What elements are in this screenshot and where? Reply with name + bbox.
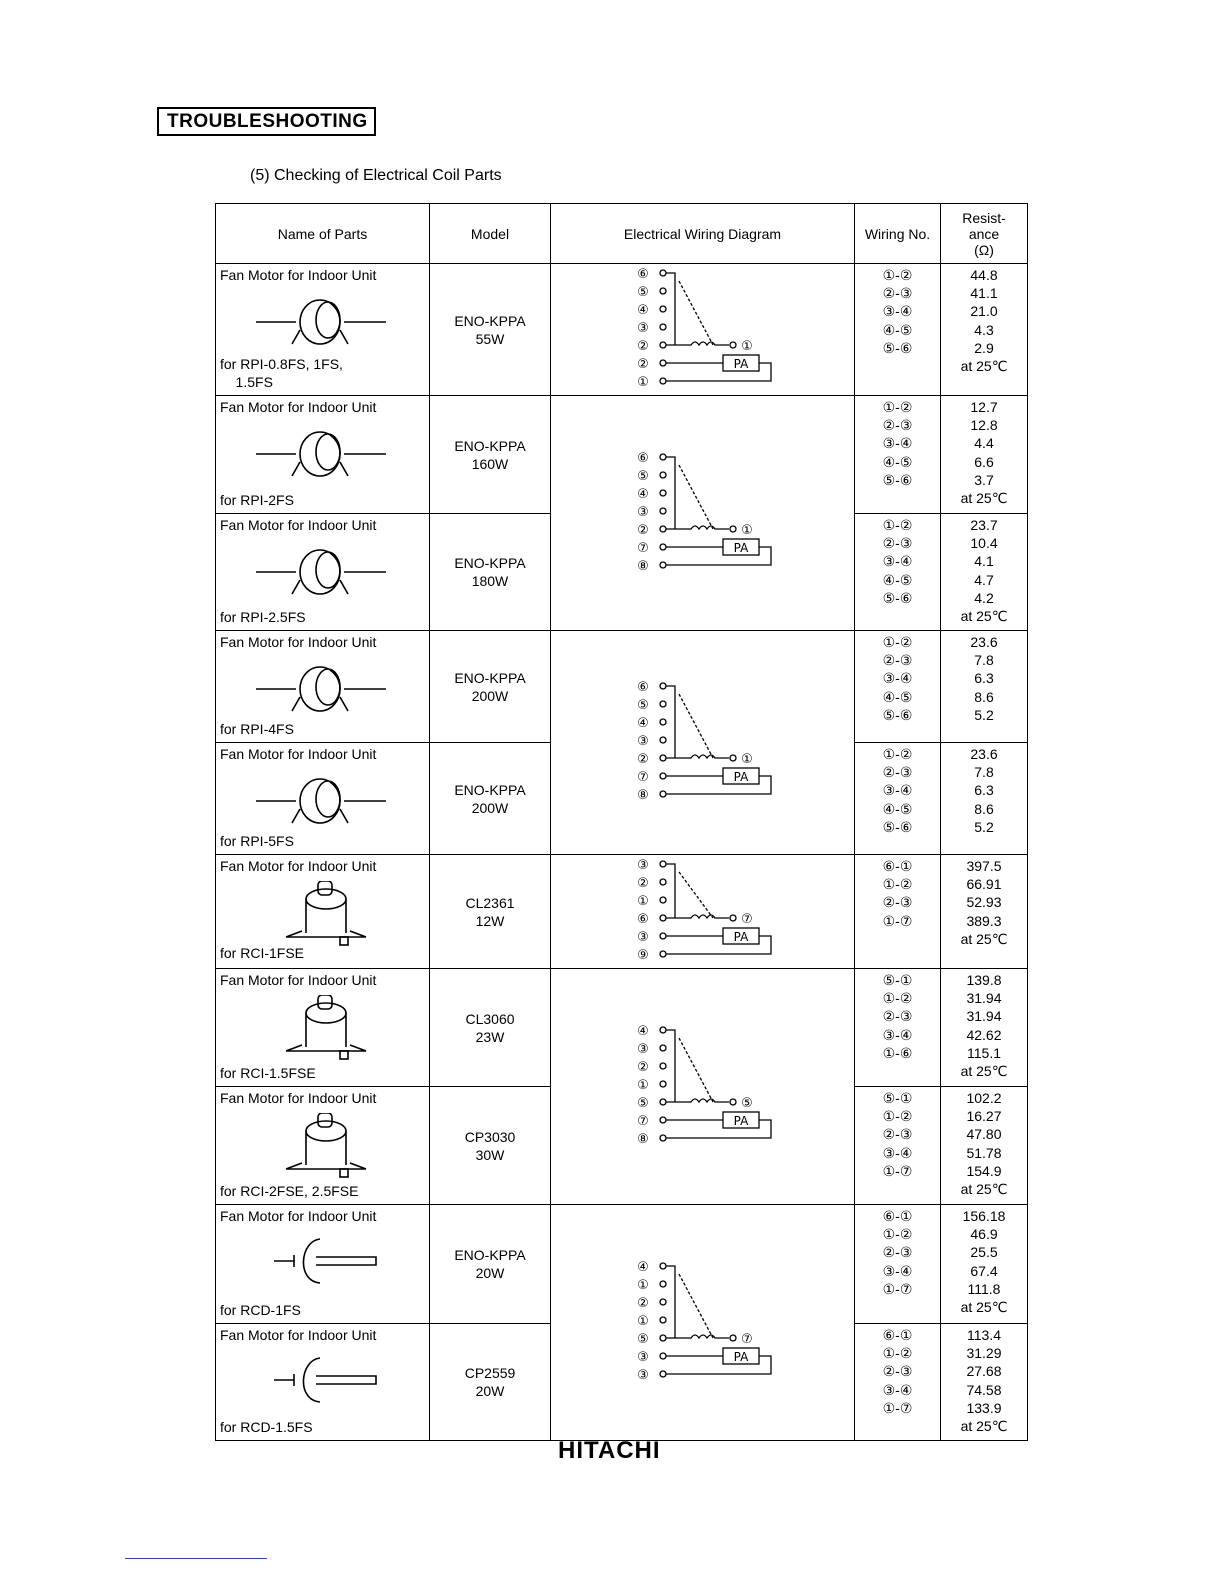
resistance-value: 4.4: [974, 435, 994, 452]
resistance-value: 67.4: [970, 1262, 998, 1279]
applicable-units: for RPI-2FS: [220, 492, 294, 508]
applicable-units: for RPI-0.8FS, 1FS, 1.5FS: [220, 356, 343, 390]
model-wattage: 200W: [471, 799, 509, 816]
wiring-number: ②-③: [882, 285, 913, 302]
terminal-label: ①: [636, 1314, 649, 1329]
col-header-resistance-2: ance: [968, 225, 1000, 242]
terminal-out-label: ①: [740, 752, 753, 767]
wiring-number: ①-②: [882, 990, 913, 1007]
wiring-number: ④-⑤: [882, 453, 913, 470]
resistance-value: 12.7: [970, 399, 998, 415]
wiring-number: ⑤-⑥: [882, 339, 913, 356]
resistance-value: 111.8: [967, 1280, 1001, 1297]
terminal-label: ⑧: [636, 558, 649, 574]
pa-label: PA: [733, 540, 748, 555]
resistance-value: 156.18: [962, 1208, 1006, 1224]
part-name: Fan Motor for Indoor Unit: [220, 634, 377, 650]
wiring-number: ①-②: [882, 399, 913, 415]
model-cell: [430, 631, 551, 743]
wiring-diagram-cell: [551, 264, 855, 396]
wiring-cell: [855, 743, 941, 855]
part-name-cell: [216, 631, 430, 743]
resistance-value: 7.8: [974, 764, 994, 781]
model-cell: [430, 855, 551, 969]
resistance-cell: [941, 1087, 1028, 1205]
wiring-number: ⑤-⑥: [882, 471, 913, 488]
resistance-cell: [941, 631, 1028, 743]
wiring-diagram: [553, 1246, 853, 1396]
wiring-number: ⑥-①: [882, 858, 913, 874]
col-header-wiring: Wiring No.: [855, 204, 941, 264]
wiring-number: ①-②: [882, 1108, 913, 1125]
col-header-resistance-1: Resist-: [962, 209, 1006, 226]
resistance-value: 5.2: [974, 818, 994, 835]
resistance-value: 27.68: [966, 1363, 1002, 1380]
part-name-cell: [216, 396, 430, 514]
terminal-label: ②: [636, 876, 649, 891]
table-row: [216, 1205, 1028, 1324]
terminal-label: ⑤: [636, 468, 649, 484]
model-wattage: 55W: [475, 330, 505, 347]
wiring-number: ③-④: [882, 1262, 913, 1279]
resistance-cell: [941, 855, 1028, 969]
applicable-units: for RPI-5FS: [220, 833, 294, 849]
col-header-diagram: Electrical Wiring Diagram: [551, 204, 855, 264]
resistance-value: at 25℃: [960, 1298, 1008, 1315]
part-name: Fan Motor for Indoor Unit: [220, 746, 377, 762]
model-wattage: 180W: [471, 573, 509, 589]
wiring-cell: [855, 1087, 941, 1205]
resistance-value: 6.3: [974, 782, 994, 799]
wiring-number: ①-⑦: [882, 1280, 913, 1297]
resistance-value: 31.94: [966, 1008, 1002, 1025]
terminal-label: ②: [636, 357, 649, 372]
terminal-label: ③: [636, 1350, 649, 1365]
terminal-out-label: ⑤: [740, 1096, 753, 1111]
wiring-number: ④-⑤: [882, 800, 913, 817]
wiring-number: ⑤-⑥: [882, 589, 913, 606]
resistance-value: 115.1: [967, 1044, 1001, 1061]
wiring-number: ①-⑦: [882, 1162, 913, 1179]
wiring-number: ⑤-①: [882, 1090, 913, 1106]
terminal-label: ⑤: [636, 1096, 649, 1111]
wiring-cell: [855, 1324, 941, 1441]
terminal-label: ③: [636, 858, 649, 873]
resistance-value: 102.2: [966, 1090, 1002, 1106]
resistance-value: 6.6: [974, 453, 994, 470]
resistance-value: 3.7: [974, 471, 994, 488]
model-number: ENO-KPPA: [454, 1247, 526, 1263]
coil-parts-table-wrap: [215, 203, 1028, 1441]
wiring-number: ③-④: [882, 1381, 913, 1398]
part-name-cell: [216, 969, 430, 1087]
resistance-value: 8.6: [974, 800, 994, 817]
terminal-label: ⑨: [636, 948, 649, 963]
pa-label: PA: [733, 770, 748, 784]
applicable-units: for RPI-2.5FS: [220, 609, 306, 625]
model-number: CP2559: [464, 1365, 516, 1381]
resistance-value: 31.94: [966, 990, 1002, 1007]
resistance-value: 4.7: [974, 571, 994, 588]
resistance-cell: [941, 264, 1028, 396]
col-header-name: Name of Parts: [216, 204, 430, 264]
wiring-number: ④-⑤: [882, 688, 913, 705]
pa-label: PA: [733, 1350, 748, 1364]
resistance-value: 5.2: [974, 706, 994, 723]
terminal-label: ④: [636, 486, 649, 502]
terminal-label: ③: [636, 930, 649, 945]
resistance-value: 4.2: [974, 589, 994, 606]
model-cell: [430, 514, 551, 631]
part-name: Fan Motor for Indoor Unit: [220, 972, 377, 988]
terminal-label: ④: [636, 303, 649, 318]
applicable-units: for RPI-4FS: [220, 721, 294, 737]
part-name-cell: [216, 514, 430, 631]
wiring-number: ⑤-⑥: [882, 818, 913, 835]
wiring-number: ①-⑦: [882, 912, 913, 929]
terminal-label: ②: [636, 1296, 649, 1311]
pa-label: PA: [733, 357, 748, 371]
model-cell: [430, 1087, 551, 1205]
wiring-diagram-cell: [551, 1205, 855, 1441]
section-header: TROUBLESHOOTING: [157, 107, 376, 136]
resistance-value: 389.3: [966, 912, 1002, 929]
resistance-value: 7.8: [974, 652, 994, 669]
terminal-label: ②: [636, 339, 649, 354]
table-row: [216, 855, 1028, 969]
model-number: CL3060: [465, 1010, 515, 1027]
model-number: ENO-KPPA: [454, 437, 526, 454]
part-name: Fan Motor for Indoor Unit: [220, 267, 377, 283]
model-cell: [430, 396, 551, 514]
resistance-value: 47.80: [966, 1126, 1002, 1143]
resistance-value: at 25℃: [960, 607, 1008, 624]
model-wattage: 20W: [475, 1265, 505, 1281]
wiring-number: ①-②: [882, 1226, 913, 1243]
col-header-resistance-3: (Ω): [974, 241, 994, 258]
table-row: [216, 969, 1028, 1087]
wiring-diagram: [553, 432, 853, 592]
terminal-label: ⑦: [636, 770, 649, 785]
wiring-number: ④-⑤: [882, 571, 913, 588]
wiring-diagram: [553, 264, 853, 392]
resistance-value: 4.1: [974, 553, 994, 570]
terminal-label: ①: [636, 894, 649, 909]
model-number: ENO-KPPA: [454, 555, 526, 571]
terminal-label: ③: [636, 1042, 649, 1057]
wiring-cell: [855, 264, 941, 396]
model-number: CP3030: [464, 1128, 516, 1145]
resistance-value: 41.1: [970, 285, 998, 302]
resistance-value: 2.9: [974, 339, 994, 356]
wiring-number: ③-④: [882, 435, 913, 452]
terminal-label: ⑥: [636, 267, 649, 282]
wiring-number: ②-③: [882, 1126, 913, 1143]
terminal-label: ①: [636, 375, 649, 390]
model-number: ENO-KPPA: [454, 781, 526, 798]
pa-label: PA: [733, 1114, 748, 1128]
terminal-label: ①: [636, 1278, 649, 1293]
model-wattage: 30W: [475, 1146, 505, 1163]
resistance-value: 10.4: [970, 535, 998, 552]
wiring-diagram: [553, 855, 853, 965]
part-name: Fan Motor for Indoor Unit: [220, 399, 377, 415]
resistance-value: 52.93: [966, 894, 1002, 911]
part-name: Fan Motor for Indoor Unit: [220, 1208, 377, 1224]
resistance-value: 23.6: [970, 746, 998, 762]
footer-line: [125, 1558, 267, 1559]
wiring-number: ⑤-⑥: [882, 706, 913, 723]
resistance-cell: [941, 969, 1028, 1087]
resistance-cell: [941, 1324, 1028, 1441]
resistance-value: at 25℃: [960, 489, 1008, 506]
wiring-number: ①-⑦: [882, 1399, 913, 1416]
terminal-out-label: ⑦: [740, 912, 753, 927]
part-name: Fan Motor for Indoor Unit: [220, 1090, 377, 1106]
model-wattage: 12W: [475, 912, 505, 929]
terminal-label: ③: [636, 1368, 649, 1383]
col-header-resistance: [941, 204, 1028, 264]
terminal-label: ⑥: [636, 912, 649, 927]
part-name: Fan Motor for Indoor Unit: [220, 1327, 377, 1343]
resistance-value: 46.9: [970, 1226, 998, 1243]
terminal-label: ⑤: [636, 1332, 649, 1347]
model-number: ENO-KPPA: [454, 669, 526, 686]
resistance-cell: [941, 1205, 1028, 1324]
part-name-cell: [216, 1324, 430, 1441]
part-name-cell: [216, 1205, 430, 1324]
resistance-value: 42.62: [966, 1026, 1002, 1043]
col-header-model: Model: [430, 204, 551, 264]
wiring-number: ②-③: [882, 652, 913, 669]
wiring-number: ⑤-①: [882, 972, 913, 988]
terminal-label: ⑤: [636, 285, 649, 300]
part-name: Fan Motor for Indoor Unit: [220, 858, 377, 874]
wiring-cell: [855, 969, 941, 1087]
wiring-number: ①-②: [882, 876, 913, 893]
resistance-value: 12.8: [970, 417, 998, 434]
wiring-number: ③-④: [882, 670, 913, 687]
wiring-number: ①-②: [882, 1345, 913, 1362]
wiring-number: ①-②: [882, 634, 913, 650]
part-name-cell: [216, 264, 430, 396]
wiring-number: ①-⑥: [882, 1044, 913, 1061]
terminal-label: ④: [636, 1260, 649, 1275]
resistance-value: at 25℃: [960, 357, 1008, 374]
wiring-cell: [855, 631, 941, 743]
wiring-number: ⑥-①: [882, 1208, 913, 1224]
resistance-cell: [941, 743, 1028, 855]
terminal-label: ③: [636, 504, 649, 520]
wiring-number: ①-②: [882, 746, 913, 762]
resistance-value: 23.7: [970, 517, 998, 533]
resistance-value: at 25℃: [960, 1062, 1008, 1079]
wiring-cell: [855, 1205, 941, 1324]
model-cell: [430, 1324, 551, 1441]
wiring-number: ④-⑤: [882, 321, 913, 338]
coil-parts-table: [215, 203, 1028, 1441]
part-name-cell: [216, 855, 430, 969]
resistance-value: 31.29: [966, 1345, 1002, 1362]
resistance-value: 397.5: [966, 858, 1002, 874]
wiring-number: ②-③: [882, 535, 913, 552]
wiring-number: ②-③: [882, 417, 913, 434]
section-title: (5) Checking of Electrical Coil Parts: [250, 167, 502, 184]
table-row: [216, 264, 1028, 396]
terminal-label: ②: [636, 522, 649, 538]
terminal-out-label: ①: [740, 339, 753, 354]
wiring-diagram-cell: [551, 631, 855, 855]
wiring-number: ⑥-①: [882, 1327, 913, 1343]
wiring-number: ②-③: [882, 894, 913, 911]
terminal-label: ⑧: [636, 788, 649, 803]
model-wattage: 23W: [475, 1028, 505, 1045]
terminal-label: ①: [636, 1078, 649, 1093]
applicable-units: for RCI-1.5FSE: [220, 1065, 316, 1081]
table-row: [216, 396, 1028, 514]
wiring-cell: [855, 396, 941, 514]
wiring-number: ③-④: [882, 553, 913, 570]
wiring-number: ②-③: [882, 1244, 913, 1261]
wiring-number: ②-③: [882, 1363, 913, 1380]
resistance-value: 16.27: [966, 1108, 1002, 1125]
resistance-value: 66.91: [966, 876, 1002, 893]
resistance-value: at 25℃: [960, 930, 1008, 947]
wiring-cell: [855, 514, 941, 631]
terminal-label: ④: [636, 1024, 649, 1039]
pa-label: PA: [733, 930, 748, 944]
resistance-value: 74.58: [966, 1381, 1002, 1398]
model-number: CL2361: [465, 894, 515, 911]
terminal-label: ②: [636, 1060, 649, 1075]
wiring-cell: [855, 855, 941, 969]
wiring-number: ①-②: [882, 517, 913, 533]
model-cell: [430, 969, 551, 1087]
resistance-value: at 25℃: [960, 1417, 1008, 1434]
resistance-value: 51.78: [966, 1144, 1002, 1161]
terminal-label: ⑥: [636, 680, 649, 695]
applicable-units: for RCD-1.5FS: [220, 1419, 313, 1435]
terminal-out-label: ①: [740, 522, 753, 538]
resistance-cell: [941, 396, 1028, 514]
wiring-diagram-cell: [551, 396, 855, 631]
terminal-label: ③: [636, 321, 649, 336]
resistance-value: 139.8: [966, 972, 1002, 988]
resistance-value: 44.8: [970, 267, 998, 283]
model-cell: [430, 264, 551, 396]
wiring-number: ③-④: [882, 782, 913, 799]
wiring-diagram-cell: [551, 855, 855, 969]
wiring-number: ②-③: [882, 764, 913, 781]
applicable-units: for RCI-1FSE: [220, 945, 305, 961]
wiring-number: ②-③: [882, 1008, 913, 1025]
table-row: [216, 631, 1028, 743]
terminal-out-label: ⑦: [740, 1332, 753, 1347]
applicable-units: for RCI-2FSE, 2.5FSE: [220, 1183, 359, 1199]
resistance-cell: [941, 514, 1028, 631]
wiring-diagram: [553, 661, 853, 821]
model-wattage: 20W: [475, 1383, 505, 1399]
resistance-value: 133.9: [966, 1399, 1002, 1416]
resistance-value: 25.5: [970, 1244, 998, 1261]
resistance-value: 21.0: [970, 303, 998, 320]
wiring-diagram-cell: [551, 969, 855, 1205]
terminal-label: ③: [636, 734, 649, 749]
terminal-label: ⑥: [636, 450, 649, 466]
resistance-value: 8.6: [974, 688, 994, 705]
resistance-value: at 25℃: [960, 1180, 1008, 1197]
model-cell: [430, 743, 551, 855]
terminal-label: ⑦: [636, 540, 649, 556]
terminal-label: ⑦: [636, 1114, 649, 1129]
resistance-value: 4.3: [974, 321, 994, 338]
model-wattage: 160W: [471, 455, 509, 472]
wiring-number: ③-④: [882, 1026, 913, 1043]
terminal-label: ⑤: [636, 698, 649, 713]
resistance-value: 113.4: [967, 1327, 1001, 1343]
part-name-cell: [216, 743, 430, 855]
resistance-value: 154.9: [966, 1162, 1002, 1179]
model-cell: [430, 1205, 551, 1324]
wiring-number: ③-④: [882, 1144, 913, 1161]
model-wattage: 200W: [471, 687, 509, 704]
part-name: Fan Motor for Indoor Unit: [220, 517, 377, 533]
terminal-label: ⑧: [636, 1132, 649, 1147]
model-number: ENO-KPPA: [454, 312, 526, 329]
brand-logo: HITACHI: [558, 1437, 661, 1464]
wiring-diagram: [553, 1010, 853, 1160]
terminal-label: ④: [636, 716, 649, 731]
applicable-units: for RCD-1FS: [220, 1302, 301, 1318]
wiring-number: ③-④: [882, 303, 913, 320]
part-name-cell: [216, 1087, 430, 1205]
terminal-label: ②: [636, 752, 649, 767]
wiring-number: ①-②: [882, 267, 913, 283]
resistance-value: 6.3: [974, 670, 994, 687]
resistance-value: 23.6: [970, 634, 998, 650]
